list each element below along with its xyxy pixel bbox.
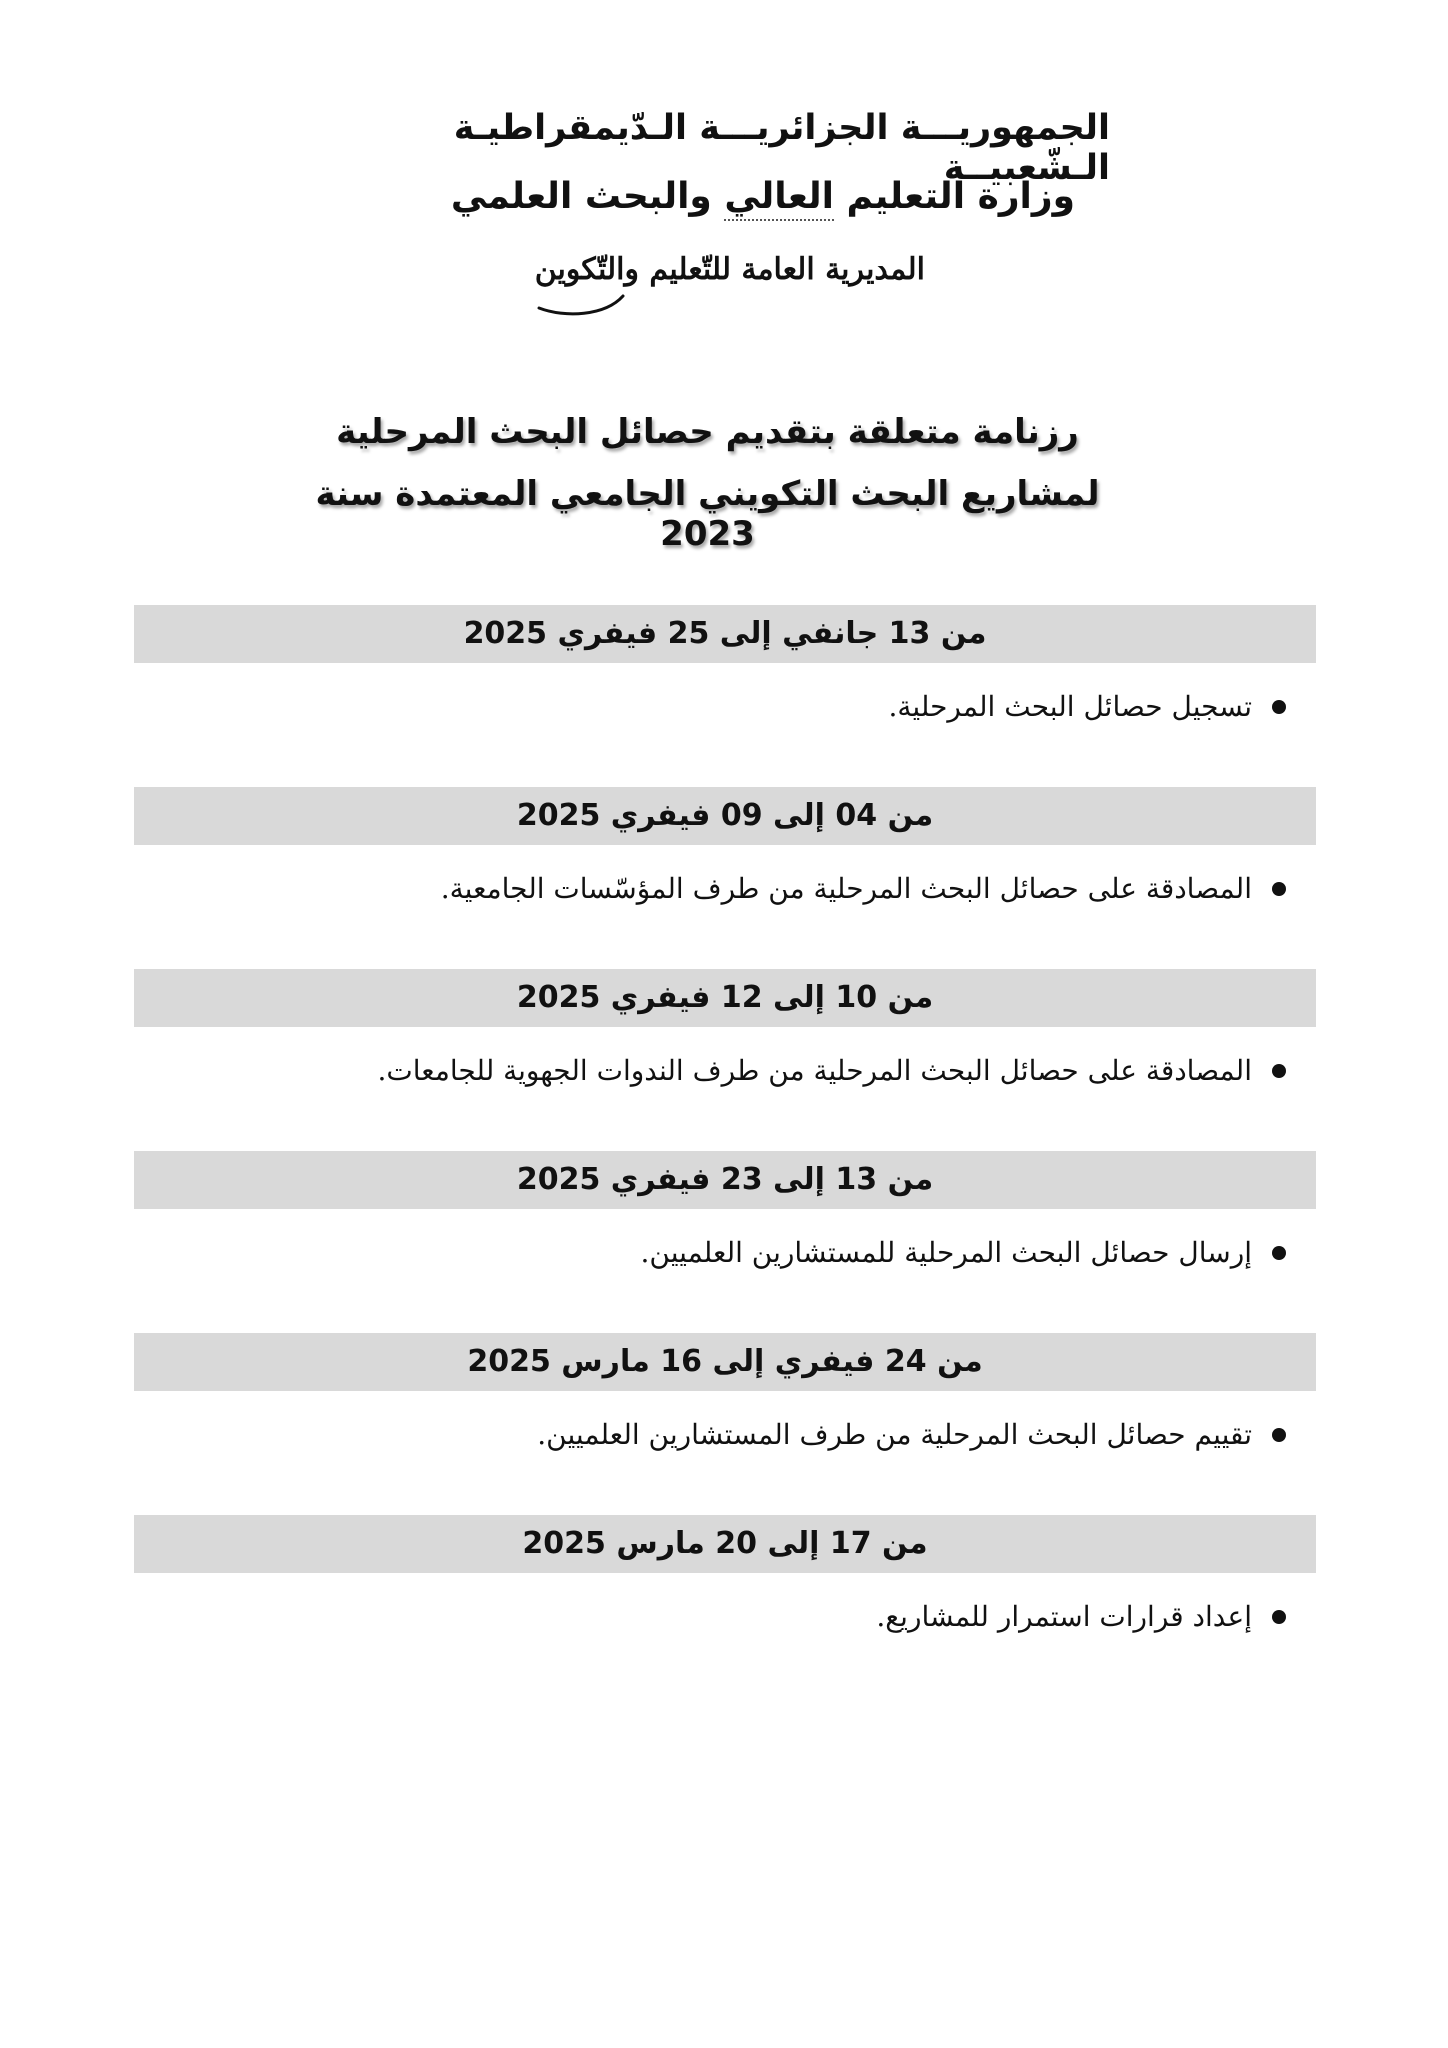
directorate-heading: المديرية العامة للتّعليم والتّكوين xyxy=(534,252,925,287)
period-task xyxy=(134,1231,1316,1275)
period-task xyxy=(134,1049,1316,1093)
period-task-text: إرسال حصائل البحث المرحلية للمستشارين العلميين. xyxy=(640,1236,1252,1269)
schedule-period xyxy=(134,1151,1316,1333)
period-date-bar: من 10 إلى 12 فيفري 2025 xyxy=(134,969,1316,1027)
period-task-text: إعداد قرارات استمرار للمشاريع. xyxy=(876,1600,1252,1633)
document-title-line-2: لمشاريع البحث التكويني الجامعي المعتمدة سنة 2023 xyxy=(315,474,1100,554)
republic-heading: الجمهوريـــة الجزائريـــة الـدّيمقراطيـة الـشّعبيــة xyxy=(453,108,1110,188)
period-date-bar: من 17 إلى 20 مارس 2025 xyxy=(134,1515,1316,1573)
schedule-period xyxy=(134,1333,1316,1515)
bullet-icon xyxy=(1272,700,1286,714)
bullet-icon xyxy=(1272,1610,1286,1624)
schedule-list xyxy=(134,605,1316,1697)
period-task xyxy=(134,867,1316,911)
period-task-text: المصادقة على حصائل البحث المرحلية من طرف الندوات الجهوية للجامعات. xyxy=(377,1054,1252,1087)
period-date-bar: من 24 فيفري إلى 16 مارس 2025 xyxy=(134,1333,1316,1391)
period-task-text: تسجيل حصائل البحث المرحلية. xyxy=(888,690,1252,723)
period-task xyxy=(134,1595,1316,1639)
ministry-suffix: والبحث العلمي xyxy=(450,176,712,217)
schedule-period xyxy=(134,787,1316,969)
period-date-bar: من 13 جانفي إلى 25 فيفري 2025 xyxy=(134,605,1316,663)
ministry-heading xyxy=(330,176,1075,217)
period-task xyxy=(134,1413,1316,1457)
period-task xyxy=(134,685,1316,729)
schedule-period xyxy=(134,605,1316,787)
ministry-prefix: وزارة التعليم xyxy=(846,176,1075,217)
ministry-underlined-word: العالي xyxy=(724,176,834,221)
period-date-bar: من 04 إلى 09 فيفري 2025 xyxy=(134,787,1316,845)
bullet-icon xyxy=(1272,882,1286,896)
schedule-period xyxy=(134,969,1316,1151)
period-task-text: تقييم حصائل البحث المرحلية من طرف المستشارين العلميين. xyxy=(537,1418,1252,1451)
directorate-swash-decoration xyxy=(535,292,625,318)
bullet-icon xyxy=(1272,1428,1286,1442)
period-task-text: المصادقة على حصائل البحث المرحلية من طرف المؤسّسات الجامعية. xyxy=(440,872,1252,905)
period-date-bar: من 13 إلى 23 فيفري 2025 xyxy=(134,1151,1316,1209)
document-title-line-1: رزنامة متعلقة بتقديم حصائل البحث المرحلية xyxy=(336,412,1079,452)
schedule-period xyxy=(134,1515,1316,1697)
bullet-icon xyxy=(1272,1246,1286,1260)
bullet-icon xyxy=(1272,1064,1286,1078)
